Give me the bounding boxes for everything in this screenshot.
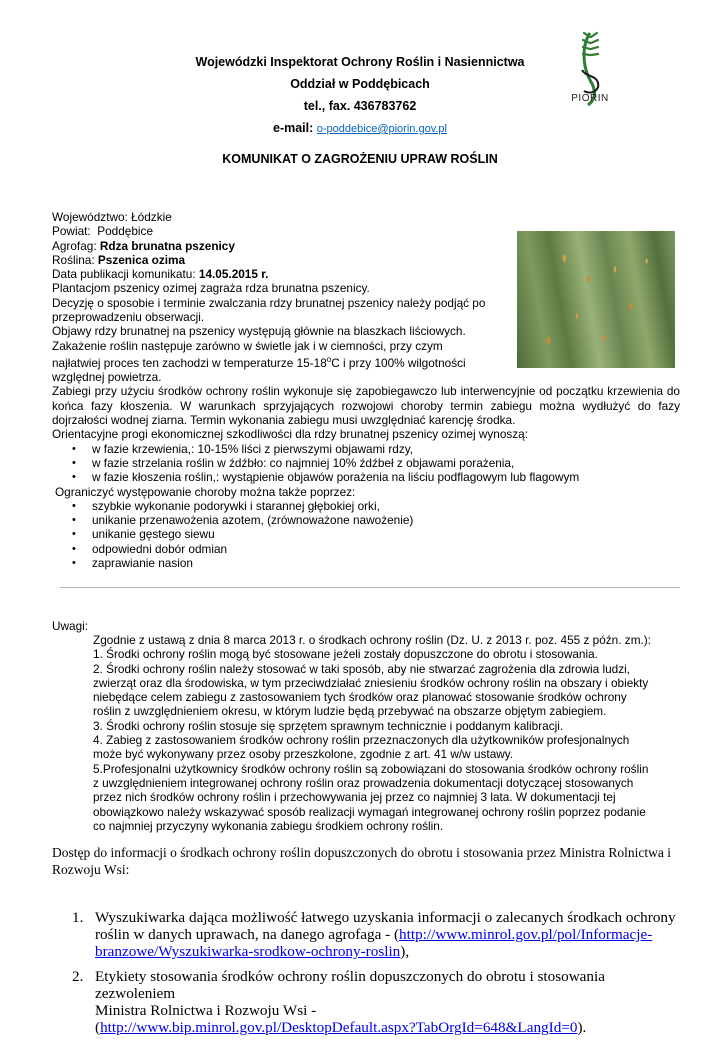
notes-label: Uwagi: bbox=[52, 619, 89, 633]
list-item: 1. Wyszukiwarka dająca możliwość łatwego uzyskania informacji o zalecanych środkach ochrony roślin w danych uprawach, na danego agrofaga - (http://www.minrol.gov.pl/pol/Informacje- branzowe/Wyszukiwarka-srodkow-ochrony-roslin), bbox=[72, 909, 676, 960]
note-line: przez nich środków ochrony roślin i przechowywania jej przez co najmniej 3 lata. W dokumentacji tej bbox=[93, 790, 616, 805]
branch-name: Oddział w Poddębicach bbox=[290, 77, 430, 91]
paragraph-2b: przeprowadzeniu obserwacji. bbox=[52, 310, 205, 325]
list-item: • odpowiedni dobór odmian bbox=[52, 542, 680, 556]
list-item: • zaprawianie nasion bbox=[52, 556, 680, 570]
note-line: może być wykonywany przez osoby przeszkolone, zgodnie z art. 41 w/w ustawy. bbox=[93, 747, 514, 762]
email-line bbox=[150, 121, 570, 135]
info-powiat: Powiat: Poddębice bbox=[52, 224, 154, 239]
paragraph-2a: Decyzję o sposobie i terminie zwalczania rdzy brunatnej pszenicy należy podjąć po bbox=[52, 295, 486, 310]
email-link[interactable]: o-poddebice@piorin.gov.pl bbox=[316, 123, 447, 135]
list-item: 2. Etykiety stosowania środków ochrony roślin dopuszczonych do obrotu i stosowania zezwoleniem Ministra Rolnictwa i Rozwoju Wsi - (http://www.bip.minrol.gov.pl/DesktopDefault.aspx?TabOrgId=648&LangId=0). bbox=[72, 968, 605, 1036]
list-item: • szybkie wykonanie podorywki i starannej głębokiej orki, bbox=[52, 499, 680, 513]
note-line: co najmniej przyczyny wykonania zabiegu środkiem ochrony roślin. bbox=[93, 818, 444, 833]
list-item: • w fazie strzelania roślin w źdźbło: co najmniej 10% źdźbeł z objawami porażenia, bbox=[52, 456, 680, 470]
list-item: • w fazie krzewienia,: 10-15% liści z pierwszymi objawami rdzy, bbox=[52, 442, 680, 456]
notes-block bbox=[93, 633, 651, 833]
paragraph-4b: najłatwiej proces ten zachodzi w temperaturze 15-18$^o$C i przy 100% wilgotności bbox=[52, 354, 466, 370]
note-line: z uwzględnieniem integrowanej ochrony roślin oraz prowadzenia dokumentacji dotyczącej stosowanych bbox=[93, 775, 634, 790]
note-line: niebędące celem zabiegu z zastosowaniem tych środków oraz planować stosowanie środków ochrony bbox=[93, 690, 627, 705]
note-line: 4. Zabieg z zastosowaniem środków ochrony roślin przeznaczonych dla użytkowników profesjonalnych bbox=[93, 733, 630, 748]
limit-intro: Ograniczyć występowanie choroby można także poprzez: bbox=[55, 484, 356, 499]
note-line: zwierząt oraz dla środowiska, w tym przeciwdziałać zniesieniu środków ochrony roślin na obszary i obiekty bbox=[93, 675, 649, 690]
info-agrofag: Agrofag: Rdza brunatna pszenicy bbox=[52, 238, 235, 253]
section-divider bbox=[60, 587, 680, 588]
bip-labels-link[interactable]: http://www.bip.minrol.gov.pl/DesktopDefault.aspx?TabOrgId=648&LangId=0 bbox=[100, 1019, 578, 1036]
note-line: 5.Profesjonalni użytkownicy środków ochrony roślin są zobowiązani do stosowania środków ochrony roślin bbox=[93, 761, 649, 776]
list-item: • unikanie gęstego siewu bbox=[52, 527, 680, 541]
info-data: Data publikacji komunikatu: 14.05.2015 r. bbox=[52, 267, 269, 282]
access-info: Dostęp do informacji o środkach ochrony roślin dopuszczonych do obrotu i stosowania przez Ministra Rolnictwa i Rozwoju Wsi: bbox=[52, 845, 671, 877]
page-title: KOMUNIKAT O ZAGROŻENIU UPRAW ROŚLIN bbox=[222, 152, 498, 166]
phone-fax: tel., fax. 436783762 bbox=[303, 99, 417, 113]
email-label: e-mail: bbox=[273, 121, 314, 135]
note-line: roślin z uwzględnieniem okresu, w którym ludzie będą przebywać na obszarze objętym zabiegiem. bbox=[93, 704, 607, 719]
paragraph-1: Plantacjom pszenicy ozimej zagraża rdza brunatna pszenicy. bbox=[52, 281, 370, 296]
logo-text: PIORIN bbox=[571, 93, 609, 104]
paragraph-4a: Zakażenie roślin następuje zarówno w świetle jak i w ciemności, przy czym bbox=[52, 338, 443, 353]
threshold-list bbox=[52, 442, 680, 485]
paragraph-3: Objawy rdzy brunatnej na pszenicy występują głównie na blaszkach liściowych. bbox=[52, 324, 466, 339]
institution-name: Wojewódzki Inspektorat Ochrony Roślin i Nasiennictwa bbox=[195, 55, 525, 69]
paragraph-5: Zabiegi przy użyciu środków ochrony roślin wykonuje się zapobiegawczo lub interwencyjnie od początku krzewienia do końca fazy kłoszenia. W warunkach sprzyjających rozwojowi choroby termin zabiegu można wydłużyć do fazy dojrzałości wodnej ziarna. Termin wykonania zabiegu musi uwzględniać karencję środka. bbox=[52, 384, 680, 428]
note-line: 3. Środki ochrony roślin stosuje się sprzętem sprawnym technicznie i poddanym kalibracji. bbox=[93, 718, 564, 733]
note-line: 2. Środki ochrony roślin należy stosować w taki sposób, aby nie stwarzać zagrożenia dla zdrowia ludzi, bbox=[93, 661, 631, 676]
minrol-search-link[interactable]: http://www.minrol.gov.pl/pol/Informacje- branzowe/Wyszukiwarka-srodkow-ochrony-roslin bbox=[95, 926, 653, 960]
note-line: 1. Środki ochrony roślin mogą być stosowane jeżeli zostały dopuszczone do obrotu i stosowania. bbox=[93, 647, 598, 662]
info-wojewodztwo: Województwo: Łódzkie bbox=[52, 210, 172, 224]
list-item: • unikanie przenawożenia azotem, (zrównoważone nawożenie) bbox=[52, 513, 680, 527]
paragraph-6: Orientacyjne progi ekonomicznej szkodliwości dla rdzy brunatnej pszenicy ozimej wynoszą: bbox=[52, 427, 529, 442]
info-roslina: Roślina: Pszenica ozima bbox=[52, 252, 186, 267]
note-line: obowiązkowo należy wskazywać sposób realizacji wymagań integrowanej ochrony roślin poprzez podanie bbox=[93, 804, 646, 819]
info-block bbox=[52, 210, 680, 570]
note-line: Zgodnie z ustawą z dnia 8 marca 2013 r. o środkach ochrony roślin (Dz. U. z 2013 r. poz. 455 z późn. zm.): bbox=[93, 633, 652, 647]
limit-list bbox=[52, 499, 680, 570]
list-item: • w fazie kłoszenia roślin,: wystąpienie objawów porażenia na liściu podflagowym lub flagowym bbox=[52, 470, 680, 484]
paragraph-4c: względnej powietrza. bbox=[52, 370, 162, 385]
